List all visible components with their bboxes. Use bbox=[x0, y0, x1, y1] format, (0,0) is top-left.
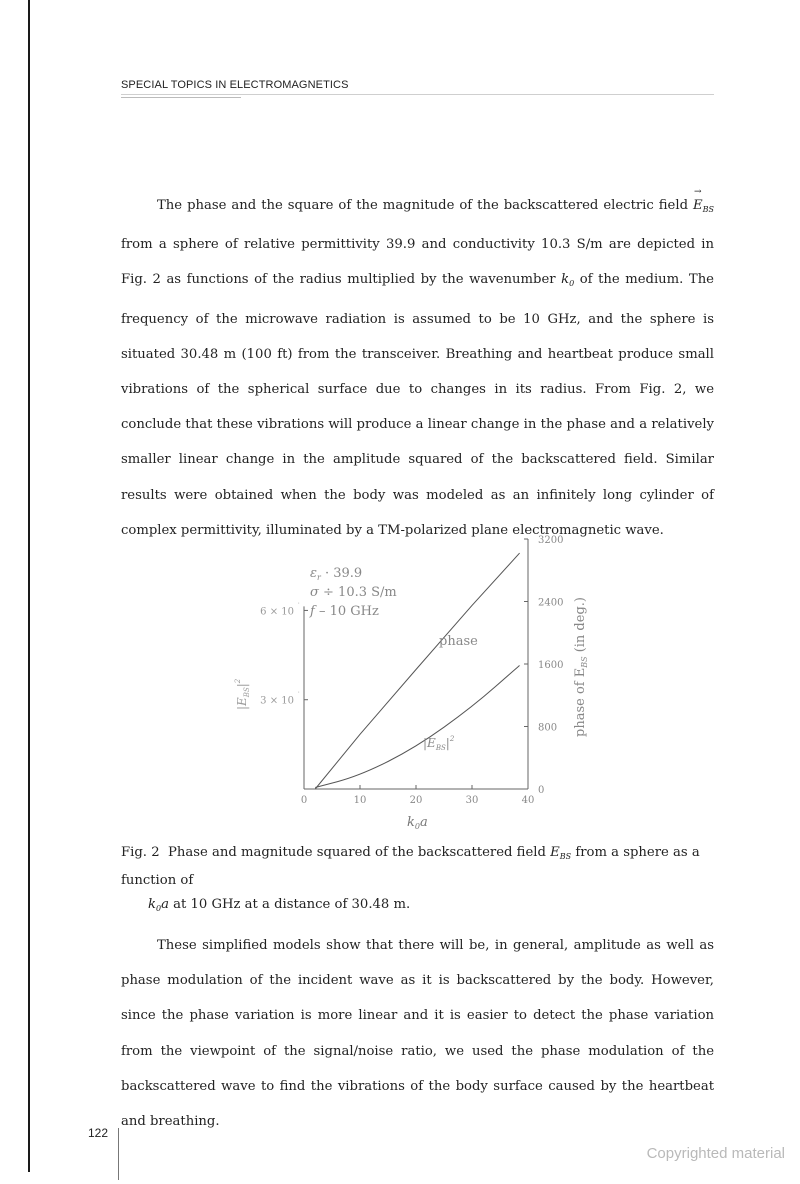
left-tick-exponent-smudge: ˙ bbox=[297, 602, 301, 611]
caption-text-2: from a sphere as a function of bbox=[121, 845, 700, 888]
param-f: f – 10 GHz bbox=[310, 604, 379, 619]
x-axis-label: $k_0a$ bbox=[407, 815, 428, 831]
caption-fig-label: Fig. 2 bbox=[121, 845, 160, 860]
copyright-watermark: Copyrighted material bbox=[646, 1145, 785, 1162]
right-axis-ticks bbox=[524, 535, 563, 796]
zero-subscript: 0 bbox=[569, 279, 575, 289]
caption-text-1: Phase and magnitude squared of the backscattered field bbox=[167, 845, 551, 860]
page-edge-rule bbox=[28, 0, 30, 1172]
param-er: $\varepsilon_r \cdot 39.9$ bbox=[310, 566, 363, 582]
x-tick-label: 40 bbox=[521, 795, 535, 806]
k-symbol: k bbox=[561, 272, 570, 288]
e-bs-vector-symbol: → E bbox=[693, 188, 703, 223]
footer-rule bbox=[118, 1128, 119, 1180]
x-axis-ticks bbox=[301, 785, 535, 806]
phase-magnitude-chart bbox=[220, 535, 620, 835]
x-tick-label: 0 bbox=[300, 795, 308, 806]
x-tick-label: 20 bbox=[409, 795, 423, 806]
p1-text-1: The phase and the square of the magnitude of the backscattered electric field bbox=[157, 198, 693, 213]
p1-text-2: from a sphere of relative permittivity 39.9 and conductivity 10.3 S/m are depicted in Fig. 2 as functions of the radius multiplied by the wavenumber bbox=[121, 237, 714, 288]
x-tick-label: 10 bbox=[353, 795, 367, 806]
figure-2 bbox=[220, 535, 620, 835]
paragraph-1 bbox=[121, 188, 714, 548]
caption-a-symbol: a bbox=[161, 897, 169, 912]
right-tick-label: 2400 bbox=[538, 597, 564, 609]
right-tick-label: 800 bbox=[538, 722, 558, 734]
paragraph-2 bbox=[121, 928, 714, 1139]
left-axis-label: $|E_{BS}|^2$ bbox=[234, 678, 251, 710]
right-axis-label: phase of $E_{BS}$ (in deg.) bbox=[573, 597, 589, 737]
right-tick-label: 0 bbox=[538, 785, 545, 796]
running-head-underline bbox=[121, 97, 241, 98]
phase-curve-label: phase bbox=[439, 634, 478, 649]
magnitude-curve-label: $|E_{BS}|^2$ bbox=[423, 735, 455, 752]
page-number: 122 bbox=[88, 1126, 109, 1140]
caption-k-symbol: k bbox=[148, 897, 156, 912]
caption-text-3: at 10 GHz at a distance of 30.48 m. bbox=[168, 897, 411, 912]
left-tick-label: 3 × 10 bbox=[260, 695, 294, 707]
right-tick-label: 1600 bbox=[538, 660, 564, 671]
caption-zero-subscript: 0 bbox=[156, 904, 162, 913]
caption-bs-subscript: BS bbox=[559, 852, 572, 861]
p2-text: These simplified models show that there will be, in general, amplitude as well as phase modulation of the incident wave as it is backscattered by the body. However, since the phase variation is more linear and it is easier to detect the phase variation from the viewpoint of the signal/noise ratio, we used the phase modulation of the backscattered wave to find the vibrations of the body surface caused by the heartbeat and breathing. bbox=[121, 938, 714, 1130]
x-tick-label: 30 bbox=[465, 795, 479, 806]
figure-caption bbox=[121, 841, 714, 921]
left-tick-exponent-smudge: ˙ bbox=[297, 691, 301, 700]
magnitude-squared-curve bbox=[315, 665, 519, 787]
running-head: SPECIAL TOPICS IN ELECTROMAGNETICS bbox=[121, 79, 714, 95]
bs-subscript: BS bbox=[702, 205, 714, 214]
left-axis-ticks bbox=[260, 602, 308, 706]
caption-e-symbol: E bbox=[550, 845, 560, 860]
right-tick-label: 3200 bbox=[538, 535, 564, 546]
param-sigma: σ ÷ 10.3 S/m bbox=[310, 585, 397, 600]
left-tick-label: 6 × 10 bbox=[260, 606, 294, 618]
p1-text-3: of the medium. The frequency of the microwave radiation is assumed to be 10 GHz, and the sphere is situated 30.48 m (100 ft) from the transceiver. Breathing and heartbeat produce small vibrations of the spherical surface due to changes in its radius. From Fig. 2, we conclude that these vibrations will produce a linear change in the phase and a relatively smaller linear change in the amplitude squared of the backscattered field. Similar results were obtained when the body was modeled as an infinitely long cylinder of complex permittivity, illuminated by a TM-polarized plane electromagnetic wave. bbox=[121, 272, 714, 538]
